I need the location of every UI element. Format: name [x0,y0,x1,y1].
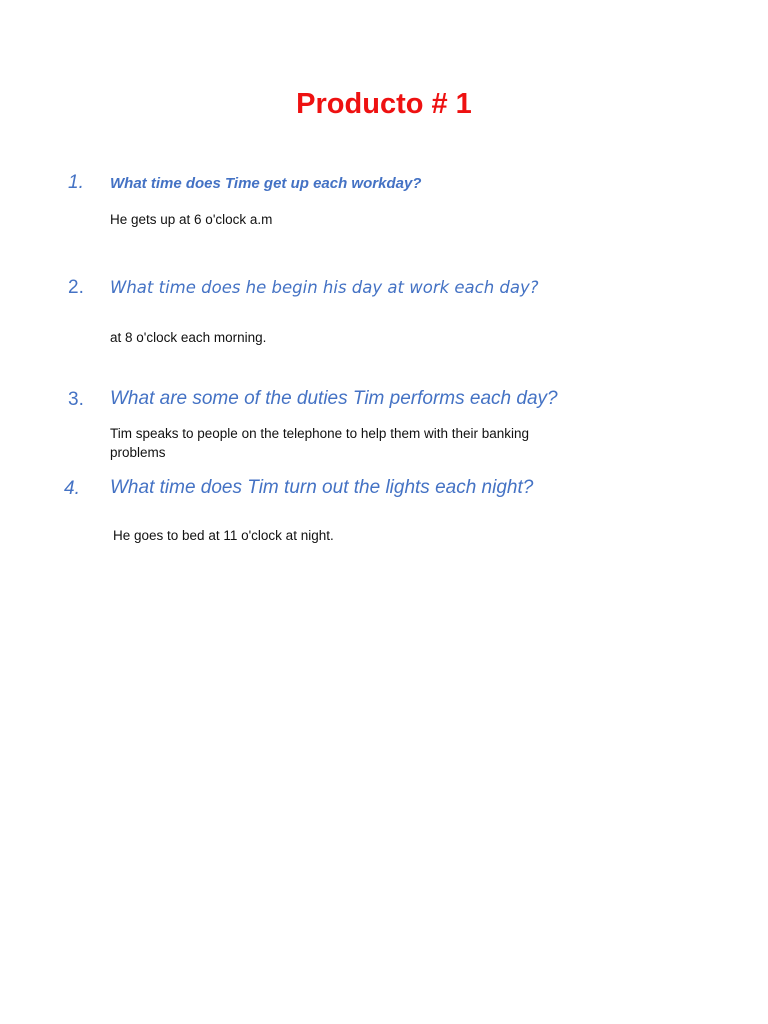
question-4-text: What time does Tim turn out the lights each night? [110,477,534,498]
question-3-number: 3. [68,389,84,410]
question-1-number: 1. [68,172,84,193]
answer-1-text: He gets up at 6 o'clock a.m [110,212,273,227]
answer-3-line-2: problems [110,445,166,460]
question-4-number: 4. [64,478,80,499]
question-2-text: What time does he begin his day at work each day? [110,278,539,297]
answer-3-text [110,424,529,462]
answer-2-text: at 8 o'clock each morning. [110,330,267,345]
question-1-text: What time does Time get up each workday? [110,175,422,192]
page-title: Producto # 1 [296,88,472,120]
question-2-number: 2. [68,277,84,298]
question-3-text: What are some of the duties Tim performs each day? [110,388,558,409]
answer-4-text: He goes to bed at 11 o'clock at night. [113,528,334,543]
answer-3-line-1: Tim speaks to people on the telephone to help them with their banking [110,426,530,441]
